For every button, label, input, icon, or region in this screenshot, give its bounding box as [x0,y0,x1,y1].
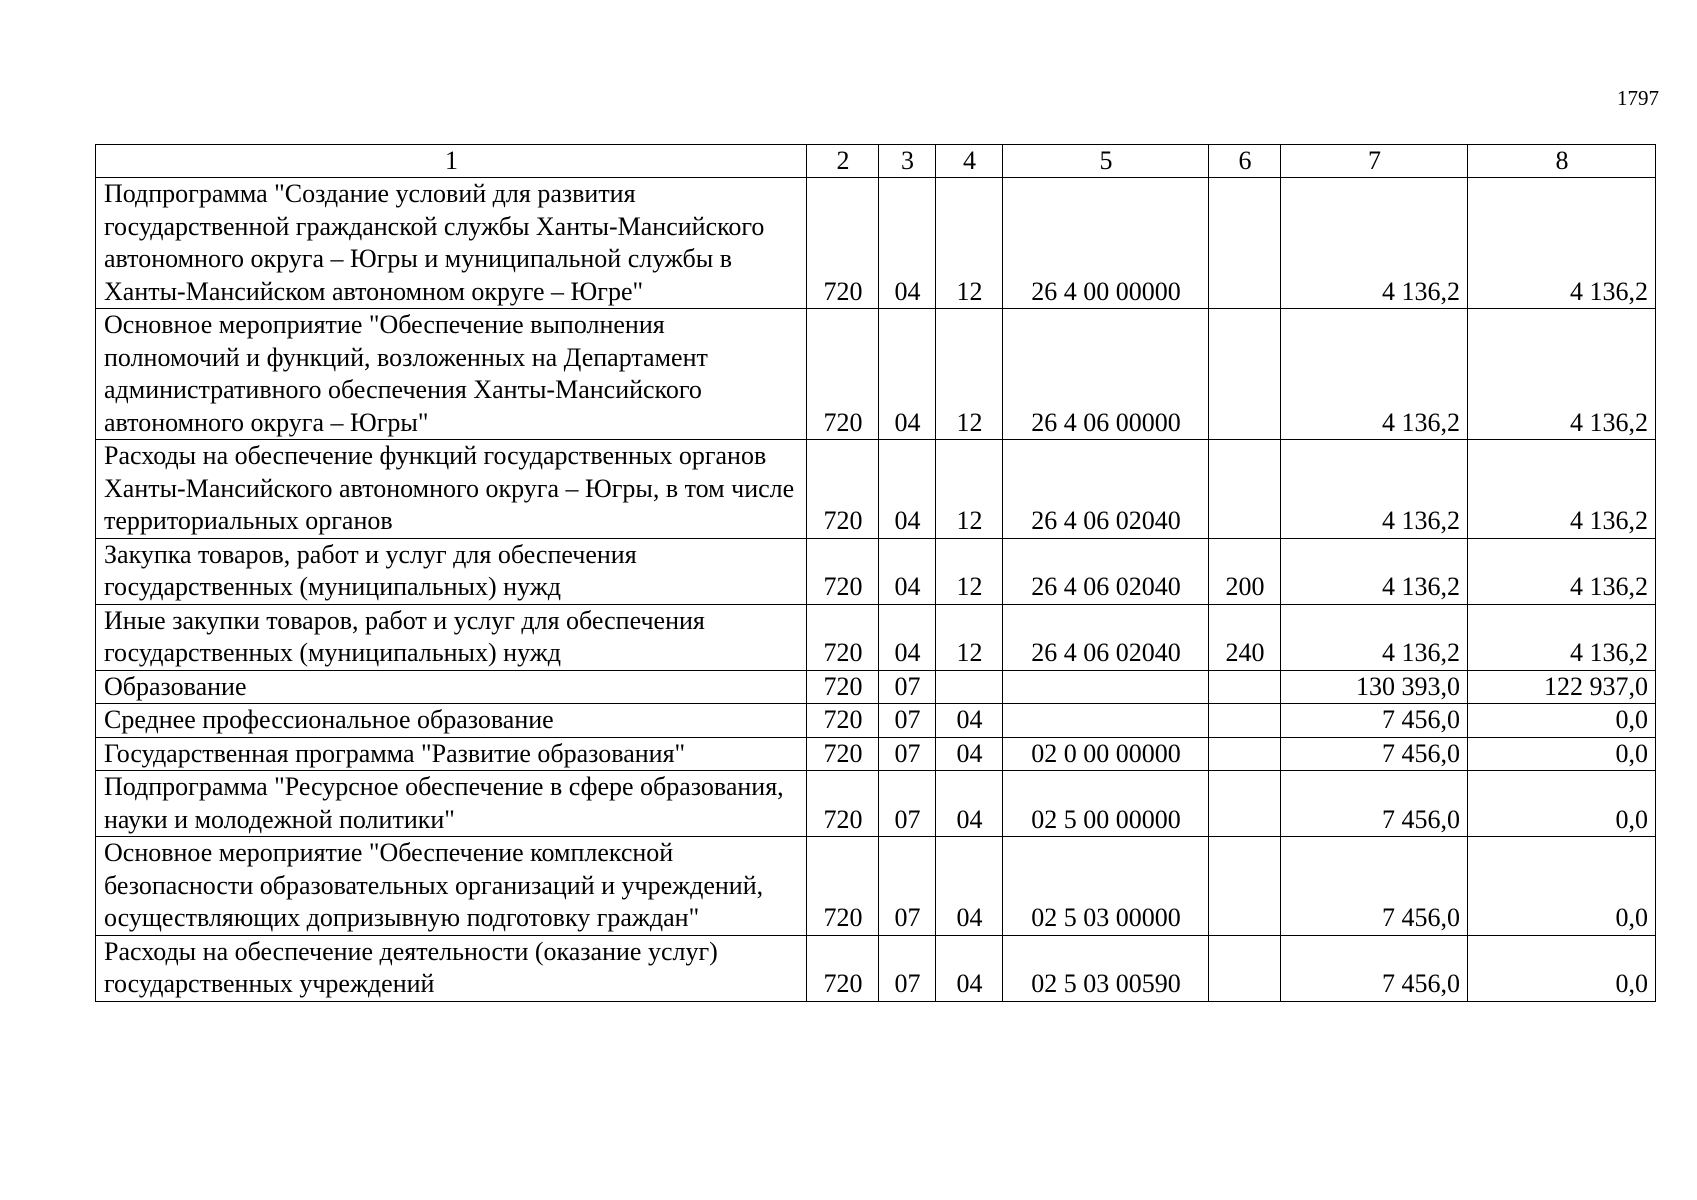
ministry-code: 720 [807,538,879,604]
amount-col7: 4 136,2 [1281,309,1468,440]
amount-col8: 0,0 [1468,704,1656,738]
section-code: 04 [879,178,936,309]
section-code: 04 [879,309,936,440]
section-code: 04 [879,440,936,539]
amount-col8: 0,0 [1468,935,1656,1001]
target-article-code: 02 5 00 00000 [1003,771,1209,837]
target-article-code: 02 5 03 00590 [1003,935,1209,1001]
target-article-code: 02 0 00 00000 [1003,737,1209,771]
page-number: 1797 [1617,86,1659,110]
amount-col8: 4 136,2 [1468,440,1656,539]
expense-type-code: 240 [1209,604,1281,670]
expense-type-code [1209,440,1281,539]
table-row [96,538,1656,604]
amount-col7: 4 136,2 [1281,178,1468,309]
expense-type-code [1209,837,1281,936]
amount-col7: 130 393,0 [1281,670,1468,704]
subsection-code: 12 [936,178,1003,309]
section-code: 07 [879,737,936,771]
expense-name: Основное мероприятие "Обеспечение выполнения полномочий и функций, возложенных на Департамент административного обеспечения Ханты-Мансийского автономного округа – Югры" [96,309,807,440]
expense-name: Иные закупки товаров, работ и услуг для обеспечения государственных (муниципальных) нужд [96,604,807,670]
amount-col7: 7 456,0 [1281,771,1468,837]
expense-type-code [1209,309,1281,440]
expense-name: Образование [96,670,807,704]
expense-name: Закупка товаров, работ и услуг для обеспечения государственных (муниципальных) нужд [96,538,807,604]
budget-table [95,144,1656,1002]
expense-name: Основное мероприятие "Обеспечение комплексной безопасности образовательных организаций и учреждений, осуществляющих допризывную подготовку граждан" [96,837,807,936]
ministry-code: 720 [807,935,879,1001]
ministry-code: 720 [807,670,879,704]
table-row [96,935,1656,1001]
section-code: 04 [879,604,936,670]
amount-col7: 7 456,0 [1281,935,1468,1001]
ministry-code: 720 [807,178,879,309]
target-article-code: 26 4 06 02040 [1003,440,1209,539]
table-row [96,704,1656,738]
column-header: 5 [1003,145,1209,178]
table-row [96,837,1656,936]
subsection-code: 04 [936,737,1003,771]
expense-type-code: 200 [1209,538,1281,604]
subsection-code [936,670,1003,704]
ministry-code: 720 [807,837,879,936]
target-article-code: 26 4 06 02040 [1003,538,1209,604]
amount-col8: 122 937,0 [1468,670,1656,704]
amount-col8: 4 136,2 [1468,178,1656,309]
expense-name: Государственная программа "Развитие образования" [96,737,807,771]
expense-type-code [1209,670,1281,704]
expense-type-code [1209,771,1281,837]
expense-name: Расходы на обеспечение деятельности (оказание услуг) государственных учреждений [96,935,807,1001]
expense-name: Подпрограмма "Создание условий для развития государственной гражданской службы Ханты-Мансийского автономного округа – Югры и муниципальной службы в Ханты-Мансийском автономном округе – Югре" [96,178,807,309]
ministry-code: 720 [807,604,879,670]
amount-col7: 7 456,0 [1281,704,1468,738]
amount-col7: 7 456,0 [1281,737,1468,771]
column-header: 4 [936,145,1003,178]
table-row [96,737,1656,771]
column-header: 1 [96,145,807,178]
target-article-code [1003,704,1209,738]
amount-col7: 7 456,0 [1281,837,1468,936]
target-article-code: 26 4 00 00000 [1003,178,1209,309]
subsection-code: 04 [936,704,1003,738]
amount-col7: 4 136,2 [1281,604,1468,670]
column-header: 8 [1468,145,1656,178]
amount-col8: 4 136,2 [1468,604,1656,670]
column-header: 2 [807,145,879,178]
ministry-code: 720 [807,771,879,837]
amount-col8: 4 136,2 [1468,309,1656,440]
amount-col7: 4 136,2 [1281,440,1468,539]
section-code: 07 [879,670,936,704]
table-row [96,771,1656,837]
subsection-code: 12 [936,604,1003,670]
subsection-code: 04 [936,771,1003,837]
section-code: 04 [879,538,936,604]
subsection-code: 12 [936,440,1003,539]
target-article-code: 26 4 06 02040 [1003,604,1209,670]
target-article-code: 26 4 06 00000 [1003,309,1209,440]
column-header: 3 [879,145,936,178]
expense-type-code [1209,737,1281,771]
section-code: 07 [879,837,936,936]
table-row [96,440,1656,539]
column-header: 6 [1209,145,1281,178]
table-row [96,309,1656,440]
ministry-code: 720 [807,440,879,539]
expense-type-code [1209,178,1281,309]
table-row [96,604,1656,670]
table-row [96,670,1656,704]
amount-col8: 0,0 [1468,771,1656,837]
subsection-code: 12 [936,538,1003,604]
expense-type-code [1209,935,1281,1001]
ministry-code: 720 [807,309,879,440]
section-code: 07 [879,935,936,1001]
ministry-code: 720 [807,737,879,771]
subsection-code: 04 [936,935,1003,1001]
amount-col7: 4 136,2 [1281,538,1468,604]
expense-name: Подпрограмма "Ресурсное обеспечение в сфере образования, науки и молодежной политики" [96,771,807,837]
table-row [96,178,1656,309]
ministry-code: 720 [807,704,879,738]
expense-name: Расходы на обеспечение функций государственных органов Ханты-Мансийского автономного округа – Югры, в том числе территориальных органов [96,440,807,539]
amount-col8: 0,0 [1468,737,1656,771]
expense-name: Среднее профессиональное образование [96,704,807,738]
section-code: 07 [879,704,936,738]
subsection-code: 04 [936,837,1003,936]
amount-col8: 4 136,2 [1468,538,1656,604]
column-header: 7 [1281,145,1468,178]
amount-col8: 0,0 [1468,837,1656,936]
section-code: 07 [879,771,936,837]
expense-type-code [1209,704,1281,738]
subsection-code: 12 [936,309,1003,440]
target-article-code [1003,670,1209,704]
table-header-row [96,145,1656,178]
target-article-code: 02 5 03 00000 [1003,837,1209,936]
